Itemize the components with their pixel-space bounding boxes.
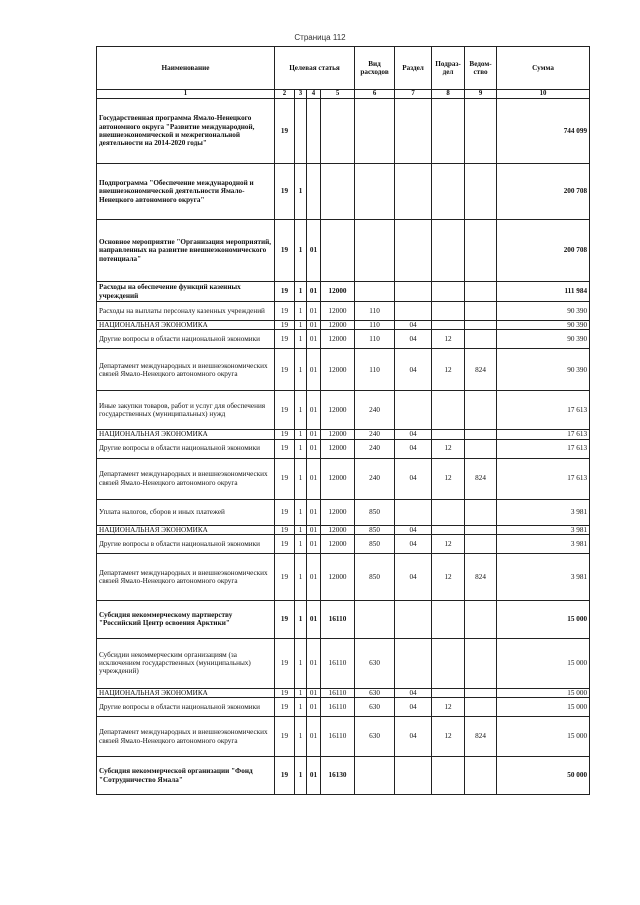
direction-code-cell: 12000: [321, 282, 355, 302]
section-cell: 04: [395, 330, 432, 349]
program-code-cell: 19: [275, 717, 295, 757]
subsection-cell: 12: [432, 698, 465, 717]
subsection-cell: [432, 499, 465, 525]
agency-cell: [465, 525, 497, 534]
direction-code-cell: 16110: [321, 698, 355, 717]
agency-cell: [465, 330, 497, 349]
table-row: [97, 282, 590, 302]
header-expense-type: Вид расходов: [355, 47, 395, 90]
agency-cell: [465, 600, 497, 638]
subprogram-code-cell: 1: [295, 302, 307, 321]
header-sum: Сумма: [497, 47, 590, 90]
subsection-cell: [432, 600, 465, 638]
table-row: [97, 430, 590, 439]
subsection-cell: [432, 638, 465, 688]
name-cell: Субсидии некоммерческим организациям (за исключением государственных (муниципальных) учреждений): [97, 638, 275, 688]
subprogram-code-cell: [295, 99, 307, 164]
event-code-cell: 01: [307, 391, 321, 430]
expense-type-cell: [355, 600, 395, 638]
expense-type-cell: 850: [355, 534, 395, 553]
subprogram-code-cell: 1: [295, 600, 307, 638]
table-row: [97, 302, 590, 321]
table-row: [97, 321, 590, 330]
program-code-cell: 19: [275, 688, 295, 697]
section-cell: [395, 757, 432, 795]
table-row: [97, 717, 590, 757]
table-body: [97, 99, 590, 795]
subprogram-code-cell: 1: [295, 698, 307, 717]
expense-type-cell: 850: [355, 499, 395, 525]
section-cell: [395, 220, 432, 282]
program-code-cell: 19: [275, 638, 295, 688]
direction-code-cell: 12000: [321, 439, 355, 458]
agency-cell: [465, 321, 497, 330]
subsection-cell: [432, 99, 465, 164]
program-code-cell: 19: [275, 321, 295, 330]
direction-code-cell: 12000: [321, 525, 355, 534]
subprogram-code-cell: 1: [295, 321, 307, 330]
column-number: 2: [275, 90, 295, 99]
table-row: [97, 439, 590, 458]
agency-cell: [465, 391, 497, 430]
expense-type-cell: 630: [355, 698, 395, 717]
subprogram-code-cell: 1: [295, 220, 307, 282]
name-cell: Департамент международных и внешнеэкономических связей Ямало-Ненецкого автономного округа: [97, 458, 275, 499]
table-row: [97, 553, 590, 600]
expense-type-cell: 630: [355, 717, 395, 757]
table-row: [97, 698, 590, 717]
event-code-cell: 01: [307, 717, 321, 757]
direction-code-cell: [321, 164, 355, 220]
subsection-cell: [432, 302, 465, 321]
direction-code-cell: 16110: [321, 600, 355, 638]
sum-cell: 3 981: [497, 499, 590, 525]
section-cell: 04: [395, 349, 432, 391]
name-cell: Другие вопросы в области национальной экономики: [97, 439, 275, 458]
header-agency: Ведом-ство: [465, 47, 497, 90]
name-cell: Другие вопросы в области национальной экономики: [97, 330, 275, 349]
direction-code-cell: 12000: [321, 430, 355, 439]
expense-type-cell: 630: [355, 688, 395, 697]
name-cell: Подпрограмма "Обеспечение международной и внешнеэкономической деятельности Ямало-Ненецкого автономного округа": [97, 164, 275, 220]
expense-type-cell: [355, 99, 395, 164]
subsection-cell: [432, 525, 465, 534]
agency-cell: [465, 534, 497, 553]
direction-code-cell: 12000: [321, 330, 355, 349]
sum-cell: 50 000: [497, 757, 590, 795]
sum-cell: 15 000: [497, 717, 590, 757]
section-cell: 04: [395, 525, 432, 534]
sum-cell: 3 981: [497, 553, 590, 600]
column-number: 4: [307, 90, 321, 99]
name-cell: НАЦИОНАЛЬНАЯ ЭКОНОМИКА: [97, 321, 275, 330]
header-row: [97, 47, 590, 90]
agency-cell: [465, 698, 497, 717]
sum-cell: 111 984: [497, 282, 590, 302]
program-code-cell: 19: [275, 534, 295, 553]
event-code-cell: [307, 164, 321, 220]
subprogram-code-cell: 1: [295, 717, 307, 757]
direction-code-cell: 12000: [321, 553, 355, 600]
subprogram-code-cell: 1: [295, 499, 307, 525]
column-number: 10: [497, 90, 590, 99]
table-row: [97, 330, 590, 349]
agency-cell: [465, 757, 497, 795]
event-code-cell: 01: [307, 439, 321, 458]
budget-table: [96, 46, 590, 795]
section-cell: [395, 638, 432, 688]
subprogram-code-cell: 1: [295, 534, 307, 553]
section-cell: 04: [395, 534, 432, 553]
program-code-cell: 19: [275, 439, 295, 458]
section-cell: 04: [395, 321, 432, 330]
table-row: [97, 525, 590, 534]
subsection-cell: [432, 282, 465, 302]
subprogram-code-cell: 1: [295, 458, 307, 499]
program-code-cell: 19: [275, 757, 295, 795]
agency-cell: [465, 499, 497, 525]
sum-cell: 15 000: [497, 688, 590, 697]
table-row: [97, 458, 590, 499]
header-target-article: Целевая статья: [275, 47, 355, 90]
event-code-cell: 01: [307, 638, 321, 688]
subprogram-code-cell: 1: [295, 553, 307, 600]
expense-type-cell: [355, 164, 395, 220]
section-cell: 04: [395, 717, 432, 757]
section-cell: [395, 600, 432, 638]
sum-cell: 90 390: [497, 302, 590, 321]
sum-cell: 17 613: [497, 391, 590, 430]
expense-type-cell: [355, 282, 395, 302]
name-cell: Основное мероприятие "Организация мероприятий, направленных на развитие внешнеэкономического потенциала": [97, 220, 275, 282]
agency-cell: 824: [465, 717, 497, 757]
name-cell: НАЦИОНАЛЬНАЯ ЭКОНОМИКА: [97, 688, 275, 697]
sum-cell: 3 981: [497, 525, 590, 534]
expense-type-cell: 850: [355, 553, 395, 600]
subsection-cell: [432, 688, 465, 697]
expense-type-cell: 240: [355, 458, 395, 499]
sum-cell: 90 390: [497, 321, 590, 330]
section-cell: 04: [395, 430, 432, 439]
event-code-cell: 01: [307, 499, 321, 525]
table-row: [97, 349, 590, 391]
expense-type-cell: 240: [355, 430, 395, 439]
sum-cell: 15 000: [497, 638, 590, 688]
sum-cell: 15 000: [497, 600, 590, 638]
section-cell: [395, 391, 432, 430]
event-code-cell: 01: [307, 698, 321, 717]
direction-code-cell: 12000: [321, 349, 355, 391]
section-cell: 04: [395, 439, 432, 458]
program-code-cell: 19: [275, 458, 295, 499]
header-section: Раздел: [395, 47, 432, 90]
program-code-cell: 19: [275, 698, 295, 717]
column-number-row: [97, 90, 590, 99]
expense-type-cell: 110: [355, 321, 395, 330]
agency-cell: [465, 282, 497, 302]
name-cell: НАЦИОНАЛЬНАЯ ЭКОНОМИКА: [97, 525, 275, 534]
direction-code-cell: 12000: [321, 499, 355, 525]
agency-cell: [465, 439, 497, 458]
agency-cell: [465, 99, 497, 164]
subprogram-code-cell: 1: [295, 688, 307, 697]
column-number: 9: [465, 90, 497, 99]
agency-cell: [465, 638, 497, 688]
event-code-cell: 01: [307, 600, 321, 638]
subsection-cell: [432, 164, 465, 220]
subprogram-code-cell: 1: [295, 638, 307, 688]
name-cell: Субсидия некоммерческой организации "Фонд "Сотрудничество Ямала": [97, 757, 275, 795]
expense-type-cell: 110: [355, 349, 395, 391]
program-code-cell: 19: [275, 349, 295, 391]
table-row: [97, 600, 590, 638]
sum-cell: 744 099: [497, 99, 590, 164]
header-subsection: Подраз-дел: [432, 47, 465, 90]
direction-code-cell: 12000: [321, 391, 355, 430]
event-code-cell: [307, 99, 321, 164]
section-cell: [395, 499, 432, 525]
program-code-cell: 19: [275, 391, 295, 430]
agency-cell: [465, 164, 497, 220]
direction-code-cell: 16110: [321, 717, 355, 757]
direction-code-cell: 16110: [321, 688, 355, 697]
agency-cell: [465, 430, 497, 439]
event-code-cell: 01: [307, 534, 321, 553]
subprogram-code-cell: 1: [295, 757, 307, 795]
section-cell: 04: [395, 698, 432, 717]
event-code-cell: 01: [307, 220, 321, 282]
subprogram-code-cell: 1: [295, 164, 307, 220]
agency-cell: 824: [465, 553, 497, 600]
name-cell: Другие вопросы в области национальной экономики: [97, 698, 275, 717]
name-cell: Департамент международных и внешнеэкономических связей Ямало-Ненецкого автономного округа: [97, 717, 275, 757]
sum-cell: 17 613: [497, 430, 590, 439]
sum-cell: 200 708: [497, 164, 590, 220]
direction-code-cell: 16110: [321, 638, 355, 688]
direction-code-cell: 12000: [321, 302, 355, 321]
program-code-cell: 19: [275, 302, 295, 321]
event-code-cell: 01: [307, 430, 321, 439]
name-cell: Расходы на выплаты персоналу казенных учреждений: [97, 302, 275, 321]
column-number: 8: [432, 90, 465, 99]
sum-cell: 15 000: [497, 698, 590, 717]
event-code-cell: 01: [307, 525, 321, 534]
agency-cell: [465, 220, 497, 282]
section-cell: 04: [395, 688, 432, 697]
subprogram-code-cell: 1: [295, 439, 307, 458]
section-cell: [395, 302, 432, 321]
section-cell: [395, 99, 432, 164]
agency-cell: [465, 688, 497, 697]
sum-cell: 17 613: [497, 458, 590, 499]
program-code-cell: 19: [275, 282, 295, 302]
column-number: 5: [321, 90, 355, 99]
agency-cell: 824: [465, 349, 497, 391]
table-row: [97, 499, 590, 525]
name-cell: Субсидия некоммерческому партнерству "Российский Центр освоения Арктики": [97, 600, 275, 638]
expense-type-cell: 850: [355, 525, 395, 534]
program-code-cell: 19: [275, 164, 295, 220]
expense-type-cell: 240: [355, 391, 395, 430]
event-code-cell: 01: [307, 321, 321, 330]
direction-code-cell: 16130: [321, 757, 355, 795]
agency-cell: [465, 302, 497, 321]
subprogram-code-cell: 1: [295, 330, 307, 349]
column-number: 1: [97, 90, 275, 99]
event-code-cell: 01: [307, 302, 321, 321]
name-cell: Иные закупки товаров, работ и услуг для обеспечения государственных (муниципальных) нужд: [97, 391, 275, 430]
event-code-cell: 01: [307, 458, 321, 499]
event-code-cell: 01: [307, 757, 321, 795]
name-cell: Государственная программа Ямало-Ненецкого автономного округа "Развитие международной, внешнеэкономической и межрегиональной деятельности на 2014-2020 годы": [97, 99, 275, 164]
expense-type-cell: 630: [355, 638, 395, 688]
event-code-cell: 01: [307, 349, 321, 391]
subsection-cell: [432, 391, 465, 430]
table-row: [97, 220, 590, 282]
subsection-cell: 12: [432, 553, 465, 600]
event-code-cell: 01: [307, 330, 321, 349]
subsection-cell: 12: [432, 439, 465, 458]
page-number-label: Страница 112: [294, 33, 346, 42]
section-cell: [395, 282, 432, 302]
header-name: Наименование: [97, 47, 275, 90]
subprogram-code-cell: 1: [295, 391, 307, 430]
table-row: [97, 99, 590, 164]
program-code-cell: 19: [275, 330, 295, 349]
subprogram-code-cell: 1: [295, 525, 307, 534]
column-number: 7: [395, 90, 432, 99]
agency-cell: 824: [465, 458, 497, 499]
name-cell: Расходы на обеспечение функций казенных учреждений: [97, 282, 275, 302]
program-code-cell: 19: [275, 99, 295, 164]
sum-cell: 200 708: [497, 220, 590, 282]
program-code-cell: 19: [275, 499, 295, 525]
subsection-cell: [432, 220, 465, 282]
event-code-cell: 01: [307, 688, 321, 697]
name-cell: Уплата налогов, сборов и иных платежей: [97, 499, 275, 525]
direction-code-cell: [321, 220, 355, 282]
program-code-cell: 19: [275, 525, 295, 534]
subsection-cell: 12: [432, 717, 465, 757]
program-code-cell: 19: [275, 220, 295, 282]
subsection-cell: 12: [432, 349, 465, 391]
expense-type-cell: [355, 757, 395, 795]
expense-type-cell: 110: [355, 302, 395, 321]
direction-code-cell: [321, 99, 355, 164]
subprogram-code-cell: 1: [295, 430, 307, 439]
direction-code-cell: 12000: [321, 534, 355, 553]
sum-cell: 90 390: [497, 349, 590, 391]
name-cell: Департамент международных и внешнеэкономических связей Ямало-Ненецкого автономного округа: [97, 349, 275, 391]
event-code-cell: 01: [307, 553, 321, 600]
sum-cell: 3 981: [497, 534, 590, 553]
name-cell: Департамент международных и внешнеэкономических связей Ямало-Ненецкого автономного округа: [97, 553, 275, 600]
subprogram-code-cell: 1: [295, 349, 307, 391]
subsection-cell: [432, 321, 465, 330]
section-cell: 04: [395, 553, 432, 600]
table-row: [97, 757, 590, 795]
program-code-cell: 19: [275, 600, 295, 638]
table-row: [97, 391, 590, 430]
expense-type-cell: [355, 220, 395, 282]
subsection-cell: 12: [432, 330, 465, 349]
subprogram-code-cell: 1: [295, 282, 307, 302]
program-code-cell: 19: [275, 553, 295, 600]
section-cell: 04: [395, 458, 432, 499]
sum-cell: 17 613: [497, 439, 590, 458]
name-cell: НАЦИОНАЛЬНАЯ ЭКОНОМИКА: [97, 430, 275, 439]
subsection-cell: 12: [432, 534, 465, 553]
name-cell: Другие вопросы в области национальной экономики: [97, 534, 275, 553]
table-row: [97, 638, 590, 688]
direction-code-cell: 12000: [321, 321, 355, 330]
column-number: 6: [355, 90, 395, 99]
table-row: [97, 688, 590, 697]
table-row: [97, 534, 590, 553]
subsection-cell: [432, 430, 465, 439]
expense-type-cell: 240: [355, 439, 395, 458]
direction-code-cell: 12000: [321, 458, 355, 499]
subsection-cell: [432, 757, 465, 795]
section-cell: [395, 164, 432, 220]
subsection-cell: 12: [432, 458, 465, 499]
event-code-cell: 01: [307, 282, 321, 302]
expense-type-cell: 110: [355, 330, 395, 349]
program-code-cell: 19: [275, 430, 295, 439]
column-number: 3: [295, 90, 307, 99]
table-row: [97, 164, 590, 220]
sum-cell: 90 390: [497, 330, 590, 349]
